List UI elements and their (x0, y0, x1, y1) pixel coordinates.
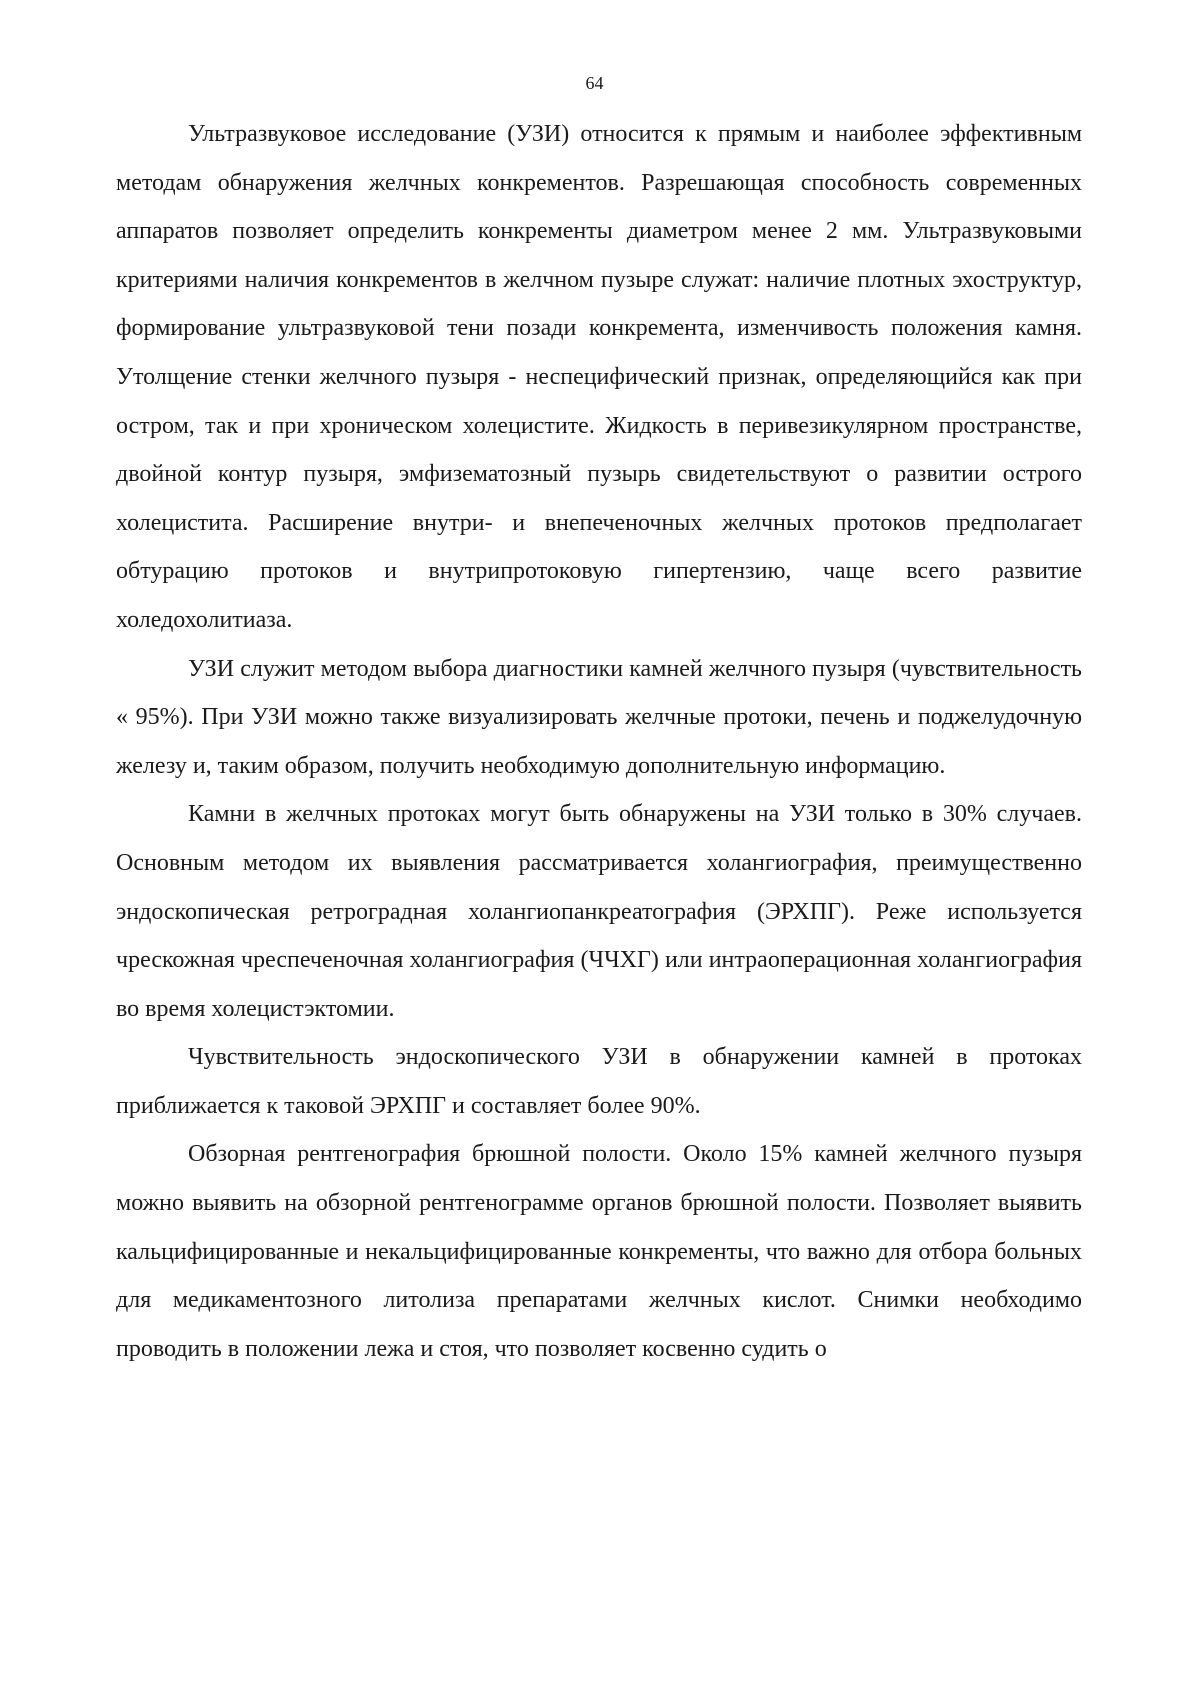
paragraph-duct-stones: Камни в желчных протоках могут быть обнаружены на УЗИ только в 30% случаев. Основным методом их выявления рассматривается холангиография, преимущественно эндоскопическая ретроградная холангиопанкреатография (ЭРХПГ). Реже используется чрескожная чреспеченочная холангиография (ЧЧХГ) или интраоперационная холангиография во время холецистэктомии. (116, 801, 1082, 1022)
paragraph-endoscopic-ultrasound: Чувствительность эндоскопического УЗИ в обнаружении камней в протоках приближается к таковой ЭРХПГ и составляет более 90%. (116, 1044, 1082, 1119)
paragraph-ultrasound-method-choice: УЗИ служит методом выбора диагностики камней желчного пузыря (чувствительность « 95%). При УЗИ можно также визуализировать желчные протоки, печень и поджелудочную железу и, таким образом, получить необходимую дополнительную информацию. (116, 655, 1082, 779)
text-body (116, 110, 1082, 1373)
page-number: 64 (585, 73, 604, 93)
paragraph-ultrasound-intro: Ультразвуковое исследование (УЗИ) относится к прямым и наиболее эффективным методам обнаружения желчных конкрементов. Разрешающая способность современных аппаратов позволяет определить конкременты диаметром менее 2 мм. Ультразвуковыми критериями наличия конкрементов в желчном пузыре служат: наличие плотных эхоструктур, формирование ультразвуковой тени позади конкремента, изменчивость положения камня. Утолщение стенки желчного пузыря - неспецифический признак, определяющийся как при остром, так и при хроническом холецистите. Жидкость в перивезикулярном пространстве, двойной контур пузыря, эмфизематозный пузырь свидетельствуют о развитии острого холецистита. Расширение внутри- и внепеченочных желчных протоков предполагает обтурацию протоков и внутрипротоковую гипертензию, чаще всего развитие холедохолитиаза. (116, 121, 1082, 633)
paragraph-xray-survey: Обзорная рентгенография брюшной полости. Около 15% камней желчного пузыря можно выявить на обзорной рентгенограмме органов брюшной полости. Позволяет выявить кальцифицированные и некальцифицированные конкременты, что важно для отбора больных для медикаментозного литолиза препаратами желчных кислот. Снимки необходимо проводить в положении лежа и стоя, что позволяет косвенно судить о (116, 1141, 1082, 1362)
